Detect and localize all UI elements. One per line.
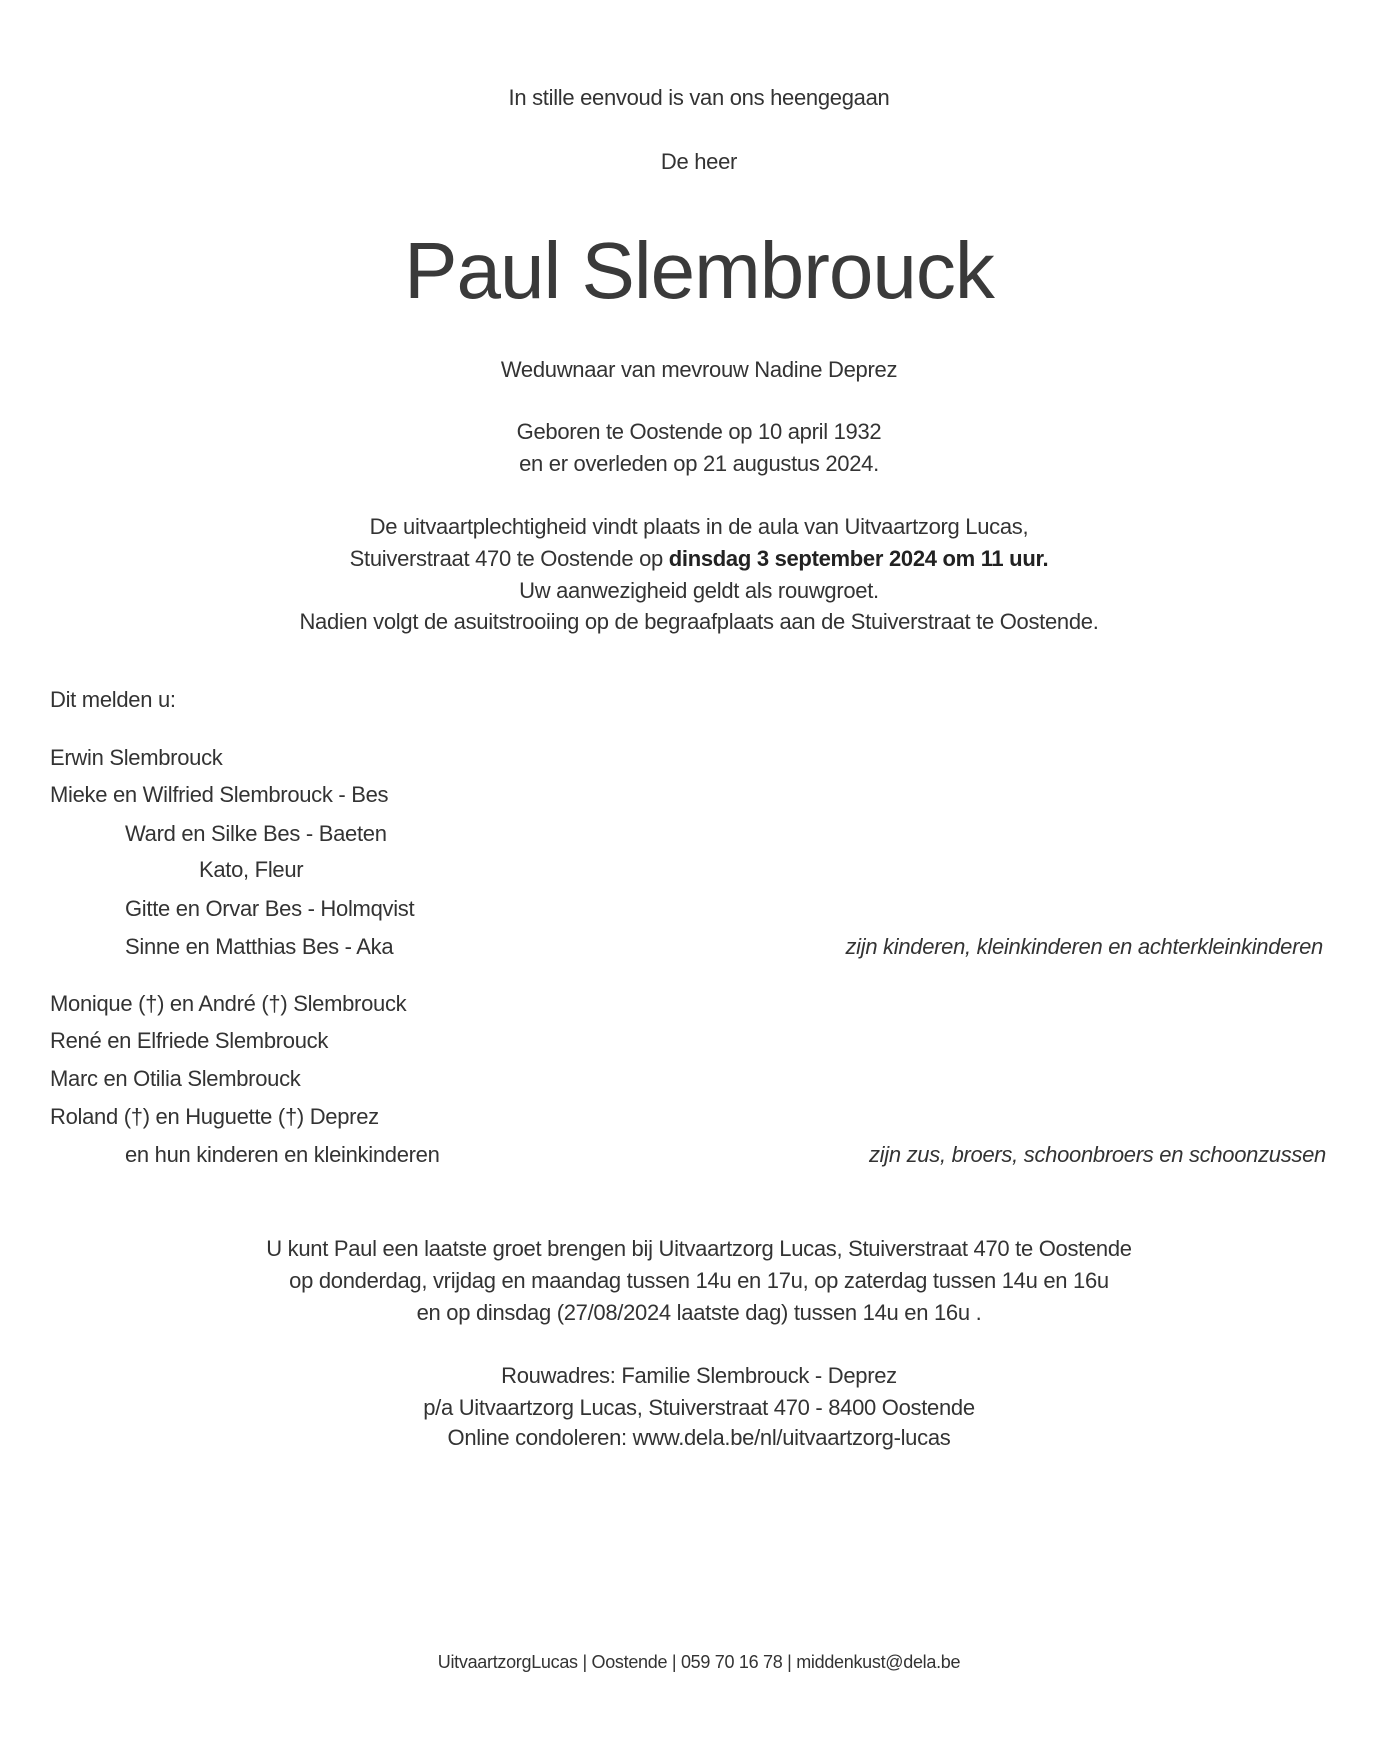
ceremony-line [0,546,1398,572]
born-text: Geboren te Oostende op 10 april 1932 [516,419,882,444]
visit-line: op donderdag, vrijdag en maandag tussen 14u en 17u, op zaterdag tussen 14u en 16u [289,1268,1109,1293]
intro-text: In stille eenvoud is van ons heengegaan [508,85,890,110]
visit-line: U kunt Paul een laatste groet brengen bij Uitvaartzorg Lucas, Stuiverstraat 470 te Oostende [266,1236,1132,1261]
group2-role: zijn zus, broers, schoonbroers en schoonzussen [868,1142,1326,1167]
title-text: De heer [660,149,738,174]
family-member: Sinne en Matthias Bes - Aka [125,934,394,959]
condolence-link[interactable]: Online condoleren: www.dela.be/nl/uitvaartzorg-lucas [447,1425,951,1450]
group1-role: zijn kinderen, kleinkinderen en achterkleinkinderen [845,934,1323,959]
announce-text: Dit melden u: [50,687,176,712]
visit-line: en op dinsdag (27/08/2024 laatste dag) tussen 14u en 16u . [416,1300,982,1325]
address-line: Rouwadres: Familie Slembrouck - Deprez [501,1363,897,1388]
family-member: Kato, Fleur [199,857,304,882]
spouse-text: Weduwnaar van mevrouw Nadine Deprez [500,357,898,382]
family-member: Mieke en Wilfried Slembrouck - Bes [50,782,389,807]
family-member: Gitte en Orvar Bes - Holmqvist [125,896,415,921]
family-member: Monique (†) en André (†) Slembrouck [50,991,407,1016]
family-member: Erwin Slembrouck [50,745,223,770]
family-member: Marc en Otilia Slembrouck [50,1066,301,1091]
ceremony-line: Uw aanwezigheid geldt als rouwgroet. [519,578,879,603]
ceremony-place: Stuiverstraat 470 te Oostende op [349,546,669,571]
address-line: p/a Uitvaartzorg Lucas, Stuiverstraat 470 - 8400 Oostende [423,1395,975,1420]
family-member: en hun kinderen en kleinkinderen [125,1142,440,1167]
ceremony-date: dinsdag 3 september 2024 om 11 uur. [668,546,1049,571]
ceremony-line: De uitvaartplechtigheid vindt plaats in de aula van Uitvaartzorg Lucas, [369,514,1029,539]
footer-contact: UitvaartzorgLucas | Oostende | 059 70 16 78 | middenkust@dela.be [437,1652,961,1672]
family-member: Ward en Silke Bes - Baeten [125,821,387,846]
deceased-name: Paul Slembrouck [404,226,994,315]
family-member: Roland (†) en Huguette (†) Deprez [50,1104,379,1129]
died-text: en er overleden op 21 augustus 2024. [519,451,879,476]
ceremony-line: Nadien volgt de asuitstrooiing op de begraafplaats aan de Stuiverstraat te Oostende. [299,609,1099,634]
family-member: René en Elfriede Slembrouck [50,1028,329,1053]
